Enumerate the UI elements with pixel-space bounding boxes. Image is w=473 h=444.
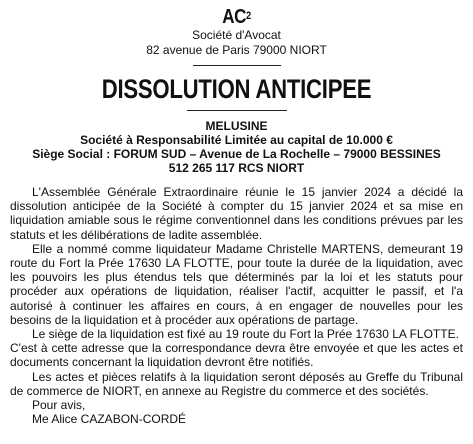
- logo-text: AC: [222, 6, 246, 28]
- paragraph-liquidation-seat: Le siège de la liquidation est fixé au 19 route du Fort la Prée 17630 LA FLOTTE.: [32, 327, 459, 342]
- divider-middle: [187, 110, 287, 111]
- paragraph-filing: Les actes et pièces relatifs à la liquidation seront déposés au Greffe du Tribunal de commerce de NIORT, en annexe au Registre du commerce et des sociétés.: [10, 369, 463, 398]
- paragraph-correspondence: C'est à cette adresse que la correspondance devra être envoyée et que les actes et documents concernant la liquidation devront être notifiés.: [10, 341, 463, 370]
- salutation: Pour avis,: [32, 398, 86, 413]
- company-form: Société à Responsabilité Limitée au capital de 10.000 €: [80, 133, 393, 147]
- paragraph-assembly: L'Assemblée Générale Extraordinaire réunie le 15 janvier 2024 a décidé la dissolution anticipée de la Société à compter du 15 janvier 2024 et sa mise en liquidation amiable sous le régime conventionnel dans les conditions prévues par les statuts et les délibérations de ladite assemblée.: [10, 185, 463, 242]
- firm-address: 82 avenue de Paris 79000 NIORT: [146, 43, 327, 57]
- rcs-number: 512 265 117 RCS NIORT: [168, 161, 305, 175]
- notice-body: [10, 185, 463, 398]
- logo-superscript: 2: [245, 10, 251, 22]
- paragraph-liquidator: Elle a nommé comme liquidateur Madame Christelle MARTENS, demeurant 19 route du Fort la Prée 17630 LA FLOTTE, pour toute la durée de la liquidation, avec les pouvoirs les plus étendus tels que déterminés par la loi et les statuts pour procéder aux opérations de liquidation, réaliser l'actif, acquitter le passif, et l'a autorisé à continuer les affaires en cours, à en engager de nouvelles pour les besoins de la liquidation et à procéder aux opérations de partage.: [10, 241, 463, 327]
- notice-title: DISSOLUTION ANTICIPEE: [101, 74, 372, 104]
- registered-office: Siège Social : FORUM SUD – Avenue de La Rochelle – 79000 BESSINES: [32, 147, 441, 161]
- divider-top: [193, 65, 281, 66]
- company-name: MELUSINE: [205, 119, 268, 133]
- firm-logo: [44, 6, 429, 28]
- firm-name: Société d'Avocat: [192, 28, 281, 42]
- signatory: Me Alice CAZABON-CORDÉ: [32, 412, 187, 427]
